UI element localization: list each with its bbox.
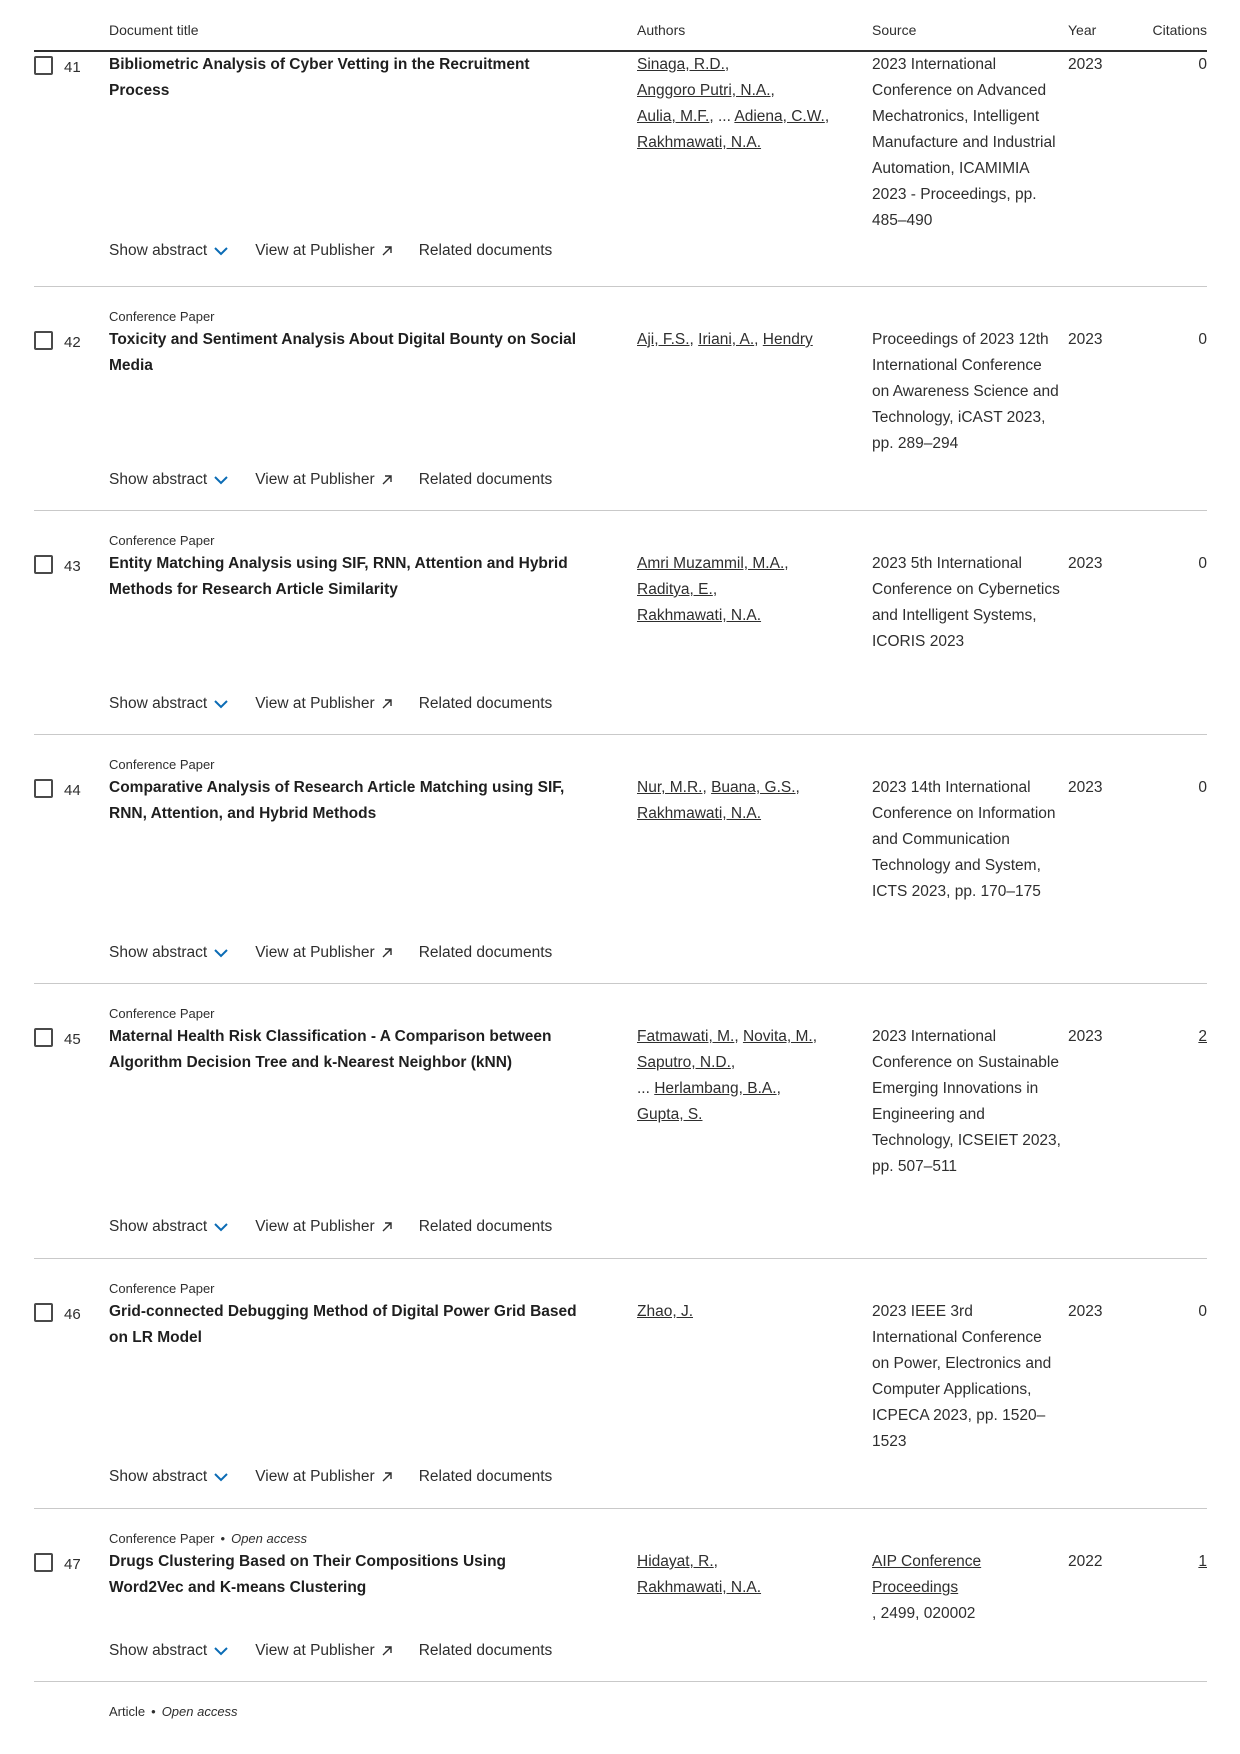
show-abstract-label: Show abstract — [109, 1218, 208, 1235]
row-select-checkbox[interactable] — [34, 555, 53, 574]
row-select-checkbox[interactable] — [34, 331, 53, 350]
row-actions — [109, 242, 578, 260]
table-row — [34, 1259, 1207, 1509]
separator-dot: • — [151, 1704, 156, 1719]
separator-dot: • — [220, 1531, 226, 1546]
external-link-icon — [381, 1471, 393, 1483]
external-link-icon — [381, 245, 393, 257]
related-documents-link[interactable]: Related documents — [418, 1468, 553, 1485]
view-publisher-label: View at Publisher — [255, 471, 375, 488]
author-link[interactable]: Aulia, M.F. — [637, 108, 710, 125]
view-publisher-label: View at Publisher — [255, 1642, 375, 1659]
year-value: 2023 — [1068, 779, 1103, 796]
authors-list: Hidayat, R., Rakhmawati, N.A. — [637, 1553, 762, 1596]
row-select-checkbox[interactable] — [34, 779, 53, 798]
author-link[interactable]: Novita, M. — [742, 1028, 813, 1045]
document-title[interactable]: Maternal Health Risk Classification - A Comparison between Algorithm Decision Tree and k-Nearest Neighbor (kNN) — [109, 1028, 552, 1071]
show-abstract-label: Show abstract — [109, 944, 208, 961]
table-row — [34, 1509, 1207, 1682]
chevron-down-icon — [213, 246, 229, 256]
document-type: Conference Paper — [109, 757, 215, 772]
source-text: 2023 IEEE 3rd International Conference on Power, Electronics and Computer Applications, ICPECA 2023, pp. 1520–1523 — [872, 1303, 1052, 1450]
chevron-down-icon — [213, 699, 229, 709]
document-title[interactable]: Bibliometric Analysis of Cyber Vetting in the Recruitment Process — [109, 56, 530, 99]
source-text: Proceedings of 2023 12th International Conference on Awareness Science and Technology, iCAST 2023, pp. 289–294 — [872, 331, 1059, 452]
show-abstract-label: Show abstract — [109, 242, 208, 259]
year-value: 2023 — [1068, 56, 1103, 73]
author-link[interactable]: Zhao, J. — [637, 1303, 693, 1320]
author-link[interactable]: Buana, G.S. — [711, 779, 796, 796]
author-link[interactable]: Iriani, A. — [698, 331, 755, 348]
document-type: Conference Paper — [109, 1006, 215, 1021]
year-value: 2023 — [1068, 1303, 1103, 1320]
related-documents-link[interactable]: Related documents — [418, 242, 553, 259]
results-list — [34, 0, 1207, 1742]
year-value: 2022 — [1068, 1553, 1103, 1570]
view-at-publisher-link[interactable] — [255, 944, 392, 962]
view-at-publisher-link[interactable] — [255, 1642, 392, 1660]
view-at-publisher-link[interactable] — [255, 471, 392, 489]
authors-list: Fatmawati, M., Novita, M., Saputro, N.D., ... Herlambang, B.A., Gupta, S. — [637, 1028, 818, 1123]
external-link-icon — [381, 947, 393, 959]
author-link[interactable]: Sinaga, R.D. — [637, 56, 725, 73]
view-at-publisher-link[interactable] — [255, 242, 392, 260]
year-value: 2023 — [1068, 331, 1103, 348]
open-access-label: Open access — [161, 1704, 238, 1719]
document-meta — [109, 1704, 238, 1719]
source-details: , 2499, 020002 — [872, 1605, 976, 1622]
authors-list: Sinaga, R.D., Anggoro Putri, N.A., Aulia, M.F., ... Adiena, C.W., Rakhmawati, N.A. — [637, 56, 830, 151]
table-row — [34, 1682, 1207, 1742]
author-link[interactable]: Hidayat, R. — [637, 1553, 714, 1570]
column-header-source[interactable]: Source — [872, 22, 917, 38]
author-link[interactable]: Aji, F.S. — [637, 331, 690, 348]
row-number: 41 — [64, 59, 81, 76]
show-abstract-label: Show abstract — [109, 471, 208, 488]
authors-list: Nur, M.R., Buana, G.S., Rakhmawati, N.A. — [637, 779, 800, 822]
row-number: 47 — [64, 1556, 81, 1573]
external-link-icon — [381, 474, 393, 486]
author-link[interactable]: Rakhmawati, N.A. — [637, 607, 762, 624]
source-link[interactable]: AIP Conference Proceedings — [872, 1553, 982, 1596]
document-type: Conference Paper — [109, 309, 215, 324]
external-link-icon — [381, 698, 393, 710]
view-at-publisher-link[interactable] — [255, 695, 392, 713]
show-abstract-button[interactable] — [109, 1642, 229, 1660]
author-link[interactable]: Raditya, E. — [637, 581, 713, 598]
row-actions — [109, 1468, 578, 1486]
view-publisher-label: View at Publisher — [255, 1218, 375, 1235]
source-text — [872, 1549, 1022, 1627]
chevron-down-icon — [213, 948, 229, 958]
authors-list — [637, 1299, 847, 1325]
citations-link[interactable]: 1 — [1198, 1553, 1207, 1570]
author-link[interactable]: Rakhmawati, N.A. — [637, 134, 762, 151]
author-link[interactable]: Rakhmawati, N.A. — [637, 1579, 762, 1596]
related-documents-link[interactable]: Related documents — [418, 1642, 553, 1659]
citations-value: 0 — [1198, 331, 1207, 348]
view-at-publisher-link[interactable] — [255, 1218, 392, 1236]
row-select-checkbox[interactable] — [34, 1028, 53, 1047]
document-type: Conference Paper — [109, 1531, 215, 1546]
citations-link[interactable]: 2 — [1198, 1028, 1207, 1045]
document-type: Article — [109, 1704, 146, 1719]
show-abstract-button[interactable] — [109, 944, 229, 962]
source-text: 2023 International Conference on Advanced Mechatronics, Intelligent Manufacture and Industrial Automation, ICAMIMIA 2023 - Proceedings, pp. 485–490 — [872, 56, 1056, 229]
citations-value: 0 — [1198, 56, 1207, 73]
row-number: 44 — [64, 782, 81, 799]
column-header-citations[interactable]: Citations — [1152, 22, 1207, 38]
row-actions — [109, 1642, 578, 1660]
document-title[interactable]: Drugs Clustering Based on Their Compositions Using Word2Vec and K-means Clustering — [109, 1553, 507, 1596]
show-abstract-button[interactable] — [109, 242, 229, 260]
document-title[interactable]: Toxicity and Sentiment Analysis About Digital Bounty on Social Media — [109, 331, 577, 374]
row-number: 43 — [64, 558, 81, 575]
show-abstract-button[interactable] — [109, 1218, 229, 1236]
view-publisher-label: View at Publisher — [255, 944, 375, 961]
authors-list: Amri Muzammil, M.A., Raditya, E., Rakhmawati, N.A. — [637, 555, 789, 624]
source-text: 2023 14th International Conference on Information and Communication Technology and System, ICTS 2023, pp. 170–175 — [872, 779, 1056, 900]
show-abstract-label: Show abstract — [109, 695, 208, 712]
citations-value: 0 — [1198, 1303, 1207, 1320]
document-title[interactable]: Entity Matching Analysis using SIF, RNN, Attention and Hybrid Methods for Research Article Similarity — [109, 555, 568, 598]
author-link[interactable]: Adiena, C.W. — [734, 108, 825, 125]
chevron-down-icon — [213, 1222, 229, 1232]
column-header-title[interactable]: Document title — [109, 22, 199, 38]
row-number: 45 — [64, 1031, 81, 1048]
source-text: 2023 5th International Conference on Cybernetics and Intelligent Systems, ICORIS 2023 — [872, 555, 1060, 650]
row-actions — [109, 944, 578, 962]
external-link-icon — [381, 1221, 393, 1233]
row-select-checkbox[interactable] — [34, 56, 53, 75]
authors-ellipsis: ... — [717, 108, 731, 125]
show-abstract-button[interactable] — [109, 471, 229, 489]
source-text: 2023 International Conference on Sustainable Emerging Innovations in Engineering and Technology, ICSEIET 2023, pp. 507–511 — [872, 1028, 1061, 1175]
authors-ellipsis: ... — [637, 1080, 650, 1097]
document-meta — [109, 1531, 307, 1546]
table-row — [34, 287, 1207, 511]
document-title[interactable]: Comparative Analysis of Research Article Matching using SIF, RNN, Attention, and Hybrid Methods — [109, 779, 565, 822]
row-actions — [109, 471, 578, 489]
row-number: 42 — [64, 334, 81, 351]
document-type: Conference Paper — [109, 1281, 215, 1296]
author-link[interactable]: Anggoro Putri, N.A. — [637, 82, 771, 99]
show-abstract-label: Show abstract — [109, 1642, 208, 1659]
show-abstract-label: Show abstract — [109, 1468, 208, 1485]
author-link[interactable]: Herlambang, B.A. — [654, 1080, 777, 1097]
chevron-down-icon — [213, 1472, 229, 1482]
show-abstract-button[interactable] — [109, 1468, 229, 1486]
related-documents-link[interactable]: Related documents — [418, 471, 553, 488]
chevron-down-icon — [213, 1646, 229, 1656]
author-link[interactable]: Saputro, N.D. — [637, 1054, 731, 1071]
year-value: 2023 — [1068, 555, 1103, 572]
view-publisher-label: View at Publisher — [255, 695, 375, 712]
authors-list: Aji, F.S., Iriani, A., Hendry — [637, 331, 813, 348]
author-link[interactable]: Amri Muzammil, M.A. — [637, 555, 785, 572]
related-documents-link[interactable]: Related documents — [418, 944, 553, 961]
chevron-down-icon — [213, 475, 229, 485]
column-header-year[interactable]: Year — [1068, 22, 1097, 38]
row-select-checkbox[interactable] — [34, 1553, 53, 1572]
view-publisher-label: View at Publisher — [255, 1468, 375, 1485]
row-actions — [109, 1218, 578, 1236]
year-value: 2023 — [1068, 1028, 1103, 1045]
row-actions — [109, 695, 578, 713]
table-row — [34, 511, 1207, 735]
table-row — [34, 984, 1207, 1259]
row-number: 46 — [64, 1306, 81, 1323]
results-table-header — [34, 0, 1207, 52]
related-documents-link[interactable]: Related documents — [418, 1218, 553, 1235]
citations-value: 0 — [1198, 779, 1207, 796]
document-title[interactable]: Grid-connected Debugging Method of Digital Power Grid Based on LR Model — [109, 1303, 577, 1346]
show-abstract-button[interactable] — [109, 695, 229, 713]
row-select-checkbox[interactable] — [34, 1303, 53, 1322]
author-link[interactable]: Hendry — [762, 331, 813, 348]
view-publisher-label: View at Publisher — [255, 242, 375, 259]
author-link[interactable]: Nur, M.R. — [637, 779, 703, 796]
external-link-icon — [381, 1645, 393, 1657]
author-link[interactable]: Gupta, S. — [637, 1106, 703, 1123]
column-header-authors[interactable]: Authors — [637, 22, 686, 38]
table-row — [34, 735, 1207, 984]
citations-value: 0 — [1198, 555, 1207, 572]
view-at-publisher-link[interactable] — [255, 1468, 392, 1486]
author-link[interactable]: Rakhmawati, N.A. — [637, 805, 762, 822]
table-row — [34, 52, 1207, 287]
author-link[interactable]: Fatmawati, M. — [637, 1028, 735, 1045]
open-access-label: Open access — [231, 1531, 307, 1546]
related-documents-link[interactable]: Related documents — [418, 695, 553, 712]
document-type: Conference Paper — [109, 533, 215, 548]
